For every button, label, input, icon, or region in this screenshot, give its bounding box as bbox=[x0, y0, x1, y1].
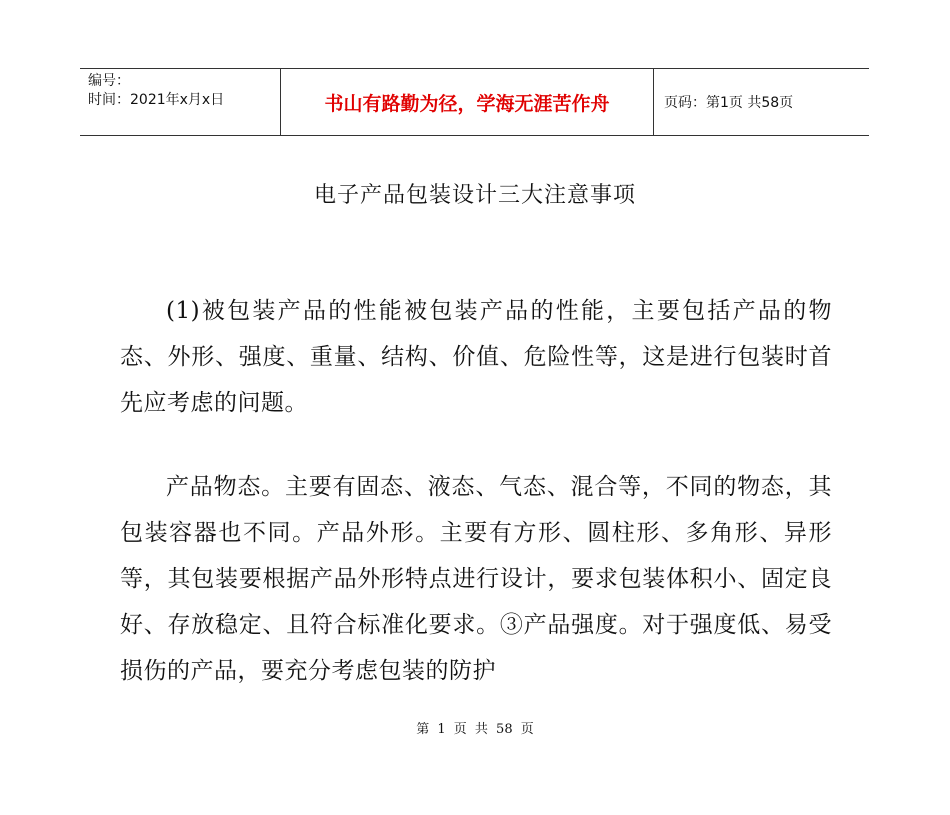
header-motto: 书山有路勤为径，学海无涯苦作舟 bbox=[281, 69, 654, 135]
document-title: 电子产品包装设计三大注意事项 bbox=[313, 183, 636, 208]
body-paragraph: (1)被包装产品的性能被包装产品的性能，主要包括产品的物态、外形、强度、重量、结构、价值、危险性等，这是进行包装时首先应考虑的问题。 bbox=[120, 298, 832, 416]
header-page-info: 页码：第1页 共58页 bbox=[664, 95, 794, 111]
document-time-label: 时间：2021年x月x日 bbox=[88, 92, 225, 108]
document-number-label: 编号： bbox=[88, 73, 130, 89]
document-header bbox=[80, 68, 869, 136]
body-paragraph: 产品物态。主要有固态、液态、气态、混合等，不同的物态，其包装容器也不同。产品外形。主要有方形、圆柱形、多角形、异形等，其包装要根据产品外形特点进行设计，要求包装体积小、固定良好、存放稳定、且符合标准化要求。③产品强度。对于强度低、易受损伤的产品，要充分考虑包装的防护 bbox=[120, 474, 832, 684]
header-meta-cell bbox=[80, 69, 281, 135]
page-footer: 第 1 页 共 58 页 bbox=[416, 722, 534, 737]
